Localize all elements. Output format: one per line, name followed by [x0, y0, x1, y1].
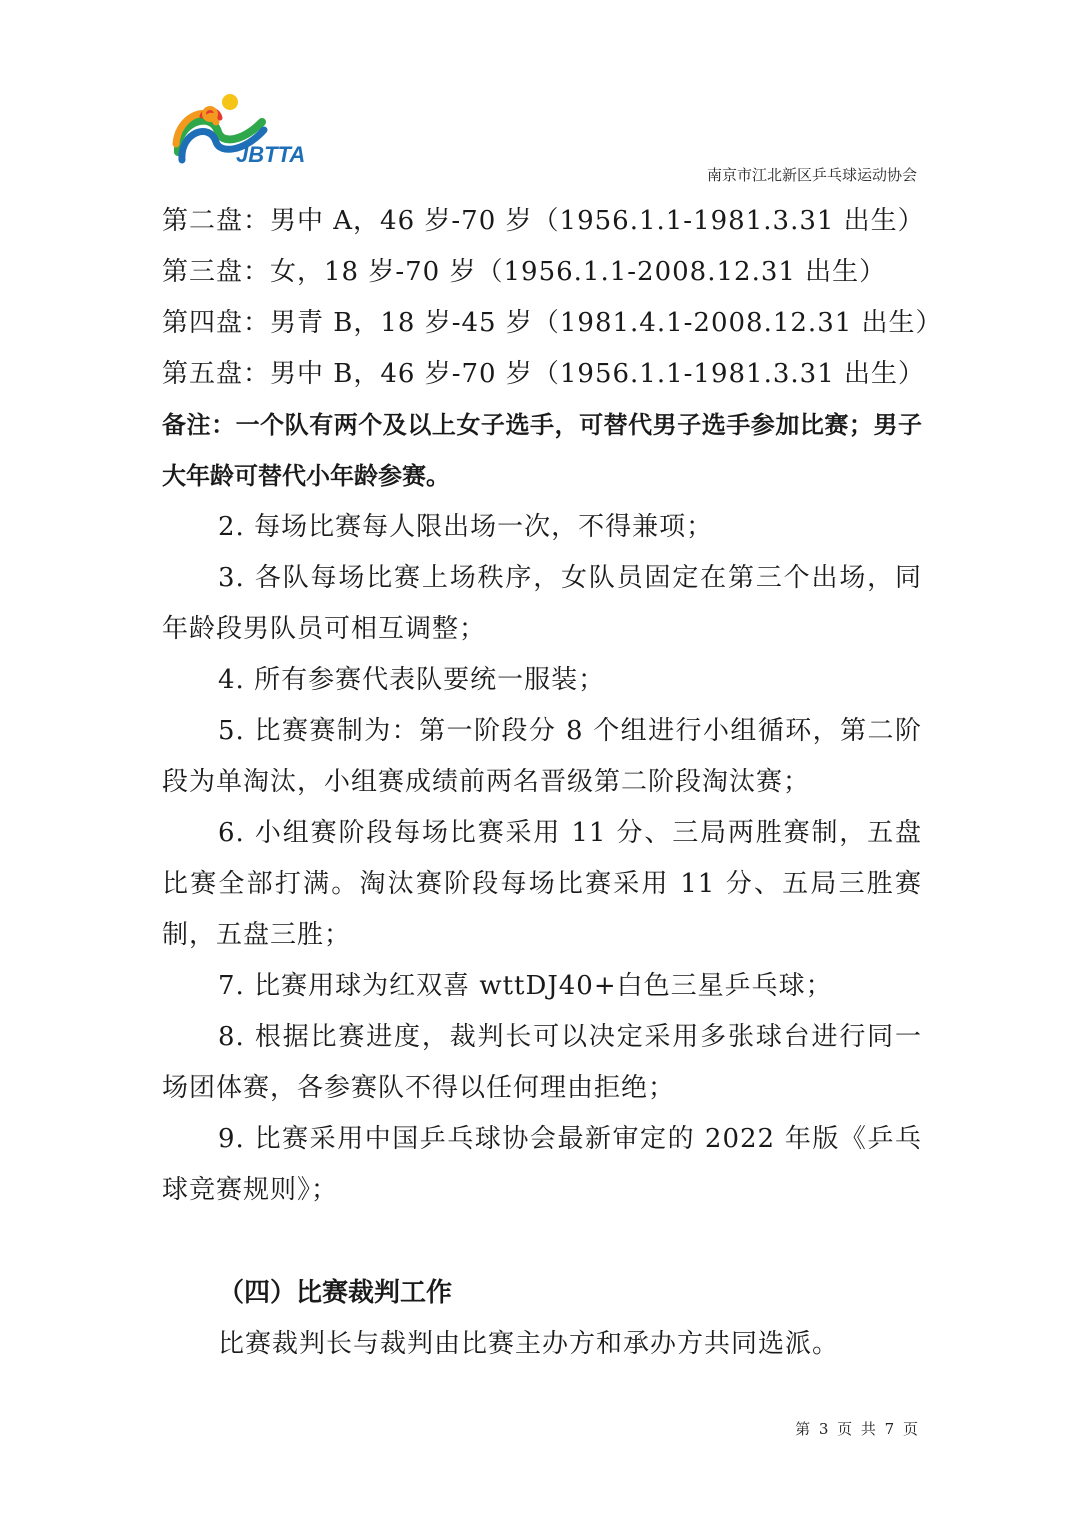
document-body — [162, 196, 943, 1370]
round-line: 第五盘：男中 B，46 岁-70 岁（1956.1.1-1981.3.31 出生） — [162, 359, 926, 389]
rule-paragraph: 2. 每场比赛每人限出场一次，不得兼项； — [218, 512, 714, 542]
logo-text: JBTTA — [236, 142, 306, 167]
jbtta-logo — [172, 92, 322, 172]
note-paragraph: 备注：一个队有两个及以上女子选手，可替代男子选手参加比赛；男子大年龄可替代小年龄参赛。 — [162, 411, 922, 490]
section-paragraph: 比赛裁判长与裁判由比赛主办方和承办方共同选派。 — [218, 1329, 840, 1359]
round-line: 第二盘：男中 A，46 岁-70 岁（1956.1.1-1981.3.31 出生） — [162, 206, 925, 236]
rule-paragraph: 3. 各队每场比赛上场秩序，女队员固定在第三个出场，同年龄段男队员可相互调整； — [162, 563, 922, 644]
rule-paragraph: 8. 根据比赛进度，裁判长可以决定采用多张球台进行同一场团体赛，各参赛队不得以任何理由拒绝； — [162, 1022, 922, 1103]
page-number: 第 3 页 共 7 页 — [795, 1420, 920, 1438]
section-title: （四）比赛裁判工作 — [218, 1278, 453, 1308]
round-line: 第四盘：男青 B，18 岁-45 岁（1981.4.1-2008.12.31 出生） — [162, 308, 943, 338]
section-spacer — [162, 1216, 922, 1268]
round-line: 第三盘：女，18 岁-70 岁（1956.1.1-2008.12.31 出生） — [162, 257, 887, 287]
rule-paragraph: 9. 比赛采用中国乒乓球协会最新审定的 2022 年版《乒乓球竞赛规则》； — [162, 1124, 922, 1205]
rule-paragraph: 6. 小组赛阶段每场比赛采用 11 分、三局两胜赛制，五盘比赛全部打满。淘汰赛阶段每场比赛采用 11 分、五局三胜赛制，五盘三胜； — [162, 818, 922, 950]
rule-paragraph: 7. 比赛用球为红双喜 wttDJ40+白色三星乒乓球； — [218, 971, 833, 1001]
rule-paragraph: 5. 比赛赛制为：第一阶段分 8 个组进行小组循环，第二阶段为单淘汰，小组赛成绩前两名晋级第二阶段淘汰赛； — [162, 716, 922, 797]
organization-name: 南京市江北新区乒乓球运动协会 — [706, 166, 917, 184]
rule-paragraph: 4. 所有参赛代表队要统一服装； — [218, 665, 606, 695]
